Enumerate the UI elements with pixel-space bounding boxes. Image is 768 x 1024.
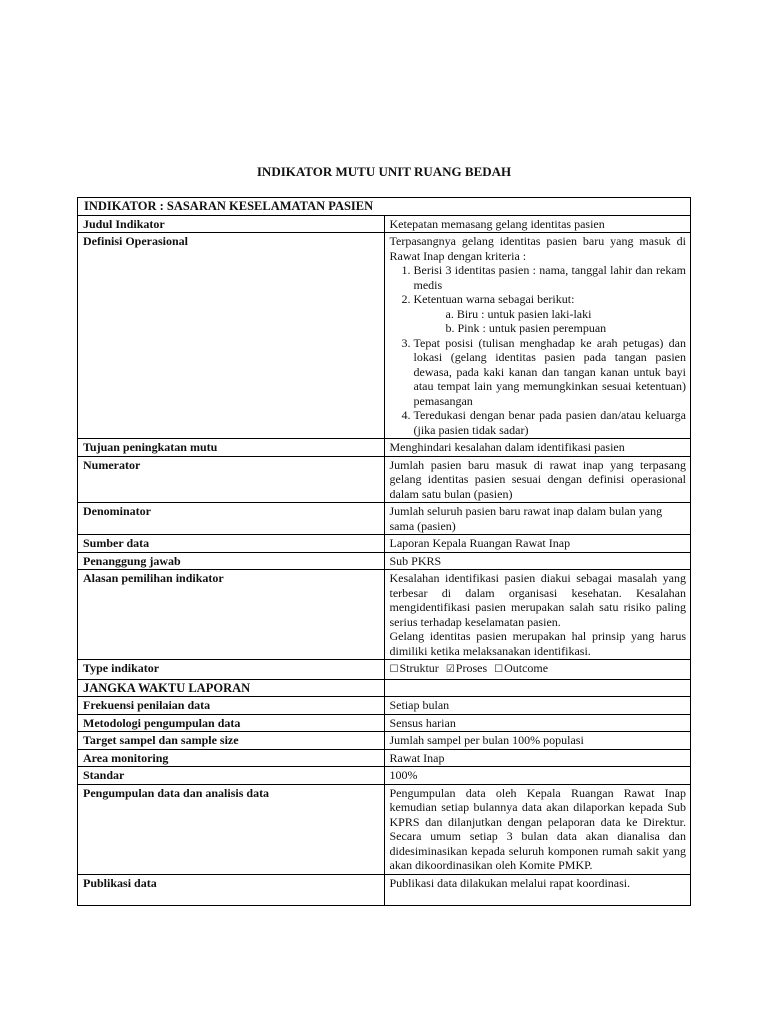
table-row bbox=[78, 714, 691, 732]
type-option-outcome[interactable] bbox=[494, 661, 548, 675]
reason-paragraph: Gelang identitas pasien merupakan hal prinsip yang harus dimiliki ketika melaksanakan identifikasi. bbox=[389, 629, 686, 658]
row-value: Sub PKRS bbox=[384, 552, 691, 570]
row-label: Sumber data bbox=[78, 535, 385, 553]
row-label: Pengumpulan data dan analisis data bbox=[78, 784, 385, 874]
table-row bbox=[78, 503, 691, 535]
table-row bbox=[78, 570, 691, 660]
page-title: INDIKATOR MUTU UNIT RUANG BEDAH bbox=[256, 164, 512, 179]
row-label: Denominator bbox=[78, 503, 385, 535]
row-value: Pengumpulan data oleh Kepala Ruangan Rawat Inap kemudian setiap bulannya data akan dilaporkan kepada Sub KPRS dan dilanjutkan dengan pelaporan data ke Direktur. Secara umum setiap 3 bulan data akan dianalisa dan didesiminasikan kepada seluruh komponen rumah sakit yang akan dikoordinasikan oleh Komite PMKP. bbox=[384, 784, 691, 874]
table-row bbox=[78, 732, 691, 750]
option-label: Struktur bbox=[399, 661, 439, 675]
list-item: 4. Teredukasi dengan benar pada pasien dan/atau keluarga (jika pasien tidak sadar) bbox=[414, 408, 687, 437]
list-item: 1. Berisi 3 identitas pasien : nama, tanggal lahir dan rekam medis bbox=[414, 263, 687, 292]
criteria-list bbox=[390, 263, 687, 437]
type-option-struktur[interactable] bbox=[390, 661, 439, 675]
row-label: Tujuan peningkatan mutu bbox=[78, 439, 385, 457]
definition-cell bbox=[384, 233, 691, 439]
row-label: Frekuensi penilaian data bbox=[78, 697, 385, 715]
table-row bbox=[78, 660, 691, 680]
sub-item: b. Pink : untuk pasien perempuan bbox=[445, 321, 607, 335]
table-row bbox=[78, 552, 691, 570]
option-label: Proses bbox=[455, 661, 488, 675]
row-value: 100% bbox=[384, 767, 691, 785]
row-label: Publikasi data bbox=[78, 874, 385, 905]
row-label: Penanggung jawab bbox=[78, 552, 385, 570]
row-value: Laporan Kepala Ruangan Rawat Inap bbox=[384, 535, 691, 553]
table-row bbox=[78, 535, 691, 553]
table-row bbox=[78, 874, 691, 905]
row-value: Jumlah sampel per bulan 100% populasi bbox=[384, 732, 691, 750]
row-label: Standar bbox=[78, 767, 385, 785]
reason-paragraph: Kesalahan identifikasi pasien diakui sebagai masalah yang terbesar di dalam organisasi kesehatan. Kesalahan mengidentifikasi pasien merupakan salah satu risiko paling serius terhadap keselamatan pasien. bbox=[389, 571, 686, 629]
table-row bbox=[78, 456, 691, 503]
type-option-proses[interactable] bbox=[446, 661, 487, 675]
row-label: Metodologi pengumpulan data bbox=[78, 714, 385, 732]
row-value: Setiap bulan bbox=[384, 697, 691, 715]
row-value: Rawat Inap bbox=[384, 749, 691, 767]
row-label: Type indikator bbox=[78, 660, 385, 680]
table-header: INDIKATOR : SASARAN KESELAMATAN PASIEN bbox=[78, 198, 691, 216]
indicator-table bbox=[77, 197, 691, 906]
reason-cell bbox=[384, 570, 691, 660]
table-row bbox=[78, 697, 691, 715]
list-item-text: Ketentuan warna sebagai berikut: bbox=[413, 292, 575, 306]
table-row bbox=[78, 679, 691, 697]
option-label: Outcome bbox=[504, 661, 549, 675]
list-item: 3. Tepat posisi (tulisan menghadap ke arah petugas) dan lokasi (gelang identitas pasien pada tangan pasien dewasa, pada kaki kanan dan tangan kanan untuk bayi atau tempat lain yang memungkinkan sesuai ketentuan) pemasangan bbox=[414, 336, 687, 409]
row-label: Definisi Operasional bbox=[78, 233, 385, 439]
table-row bbox=[78, 439, 691, 457]
table-row bbox=[78, 215, 691, 233]
table-row bbox=[78, 233, 691, 439]
row-value: Sensus harian bbox=[384, 714, 691, 732]
sub-item: a. Biru : untuk pasien laki-laki bbox=[445, 306, 592, 321]
row-value: Menghindari kesalahan dalam identifikasi pasien bbox=[384, 439, 691, 457]
table-row bbox=[78, 767, 691, 785]
row-label: Target sampel dan sample size bbox=[78, 732, 385, 750]
table-row bbox=[78, 198, 691, 216]
type-options bbox=[384, 660, 691, 680]
row-value: Publikasi data dilakukan melalui rapat koordinasi. bbox=[384, 874, 691, 905]
table-row bbox=[78, 784, 691, 874]
row-value: Jumlah pasien baru masuk di rawat inap yang terpasang gelang identitas pasien sesuai dengan definisi operasional dalam satu bulan (pasien) bbox=[384, 456, 691, 503]
row-value: Jumlah seluruh pasien baru rawat inap dalam bulan yang sama (pasien) bbox=[384, 503, 691, 535]
definition-intro: Terpasangnya gelang identitas pasien baru yang masuk di Rawat Inap dengan kriteria : bbox=[389, 234, 686, 263]
row-label: Judul Indikator bbox=[78, 215, 385, 233]
checkbox-checked-icon: ☑ bbox=[445, 664, 455, 675]
row-label: JANGKA WAKTU LAPORAN bbox=[78, 679, 385, 697]
checkbox-empty-icon: ☐ bbox=[494, 664, 504, 675]
row-value: Ketepatan memasang gelang identitas pasien bbox=[384, 215, 691, 233]
row-value bbox=[384, 679, 691, 697]
row-label: Area monitoring bbox=[78, 749, 385, 767]
row-label: Numerator bbox=[78, 456, 385, 503]
list-item bbox=[414, 292, 687, 336]
checkbox-empty-icon: ☐ bbox=[389, 664, 399, 675]
row-label: Alasan pemilihan indikator bbox=[78, 570, 385, 660]
table-row bbox=[78, 749, 691, 767]
